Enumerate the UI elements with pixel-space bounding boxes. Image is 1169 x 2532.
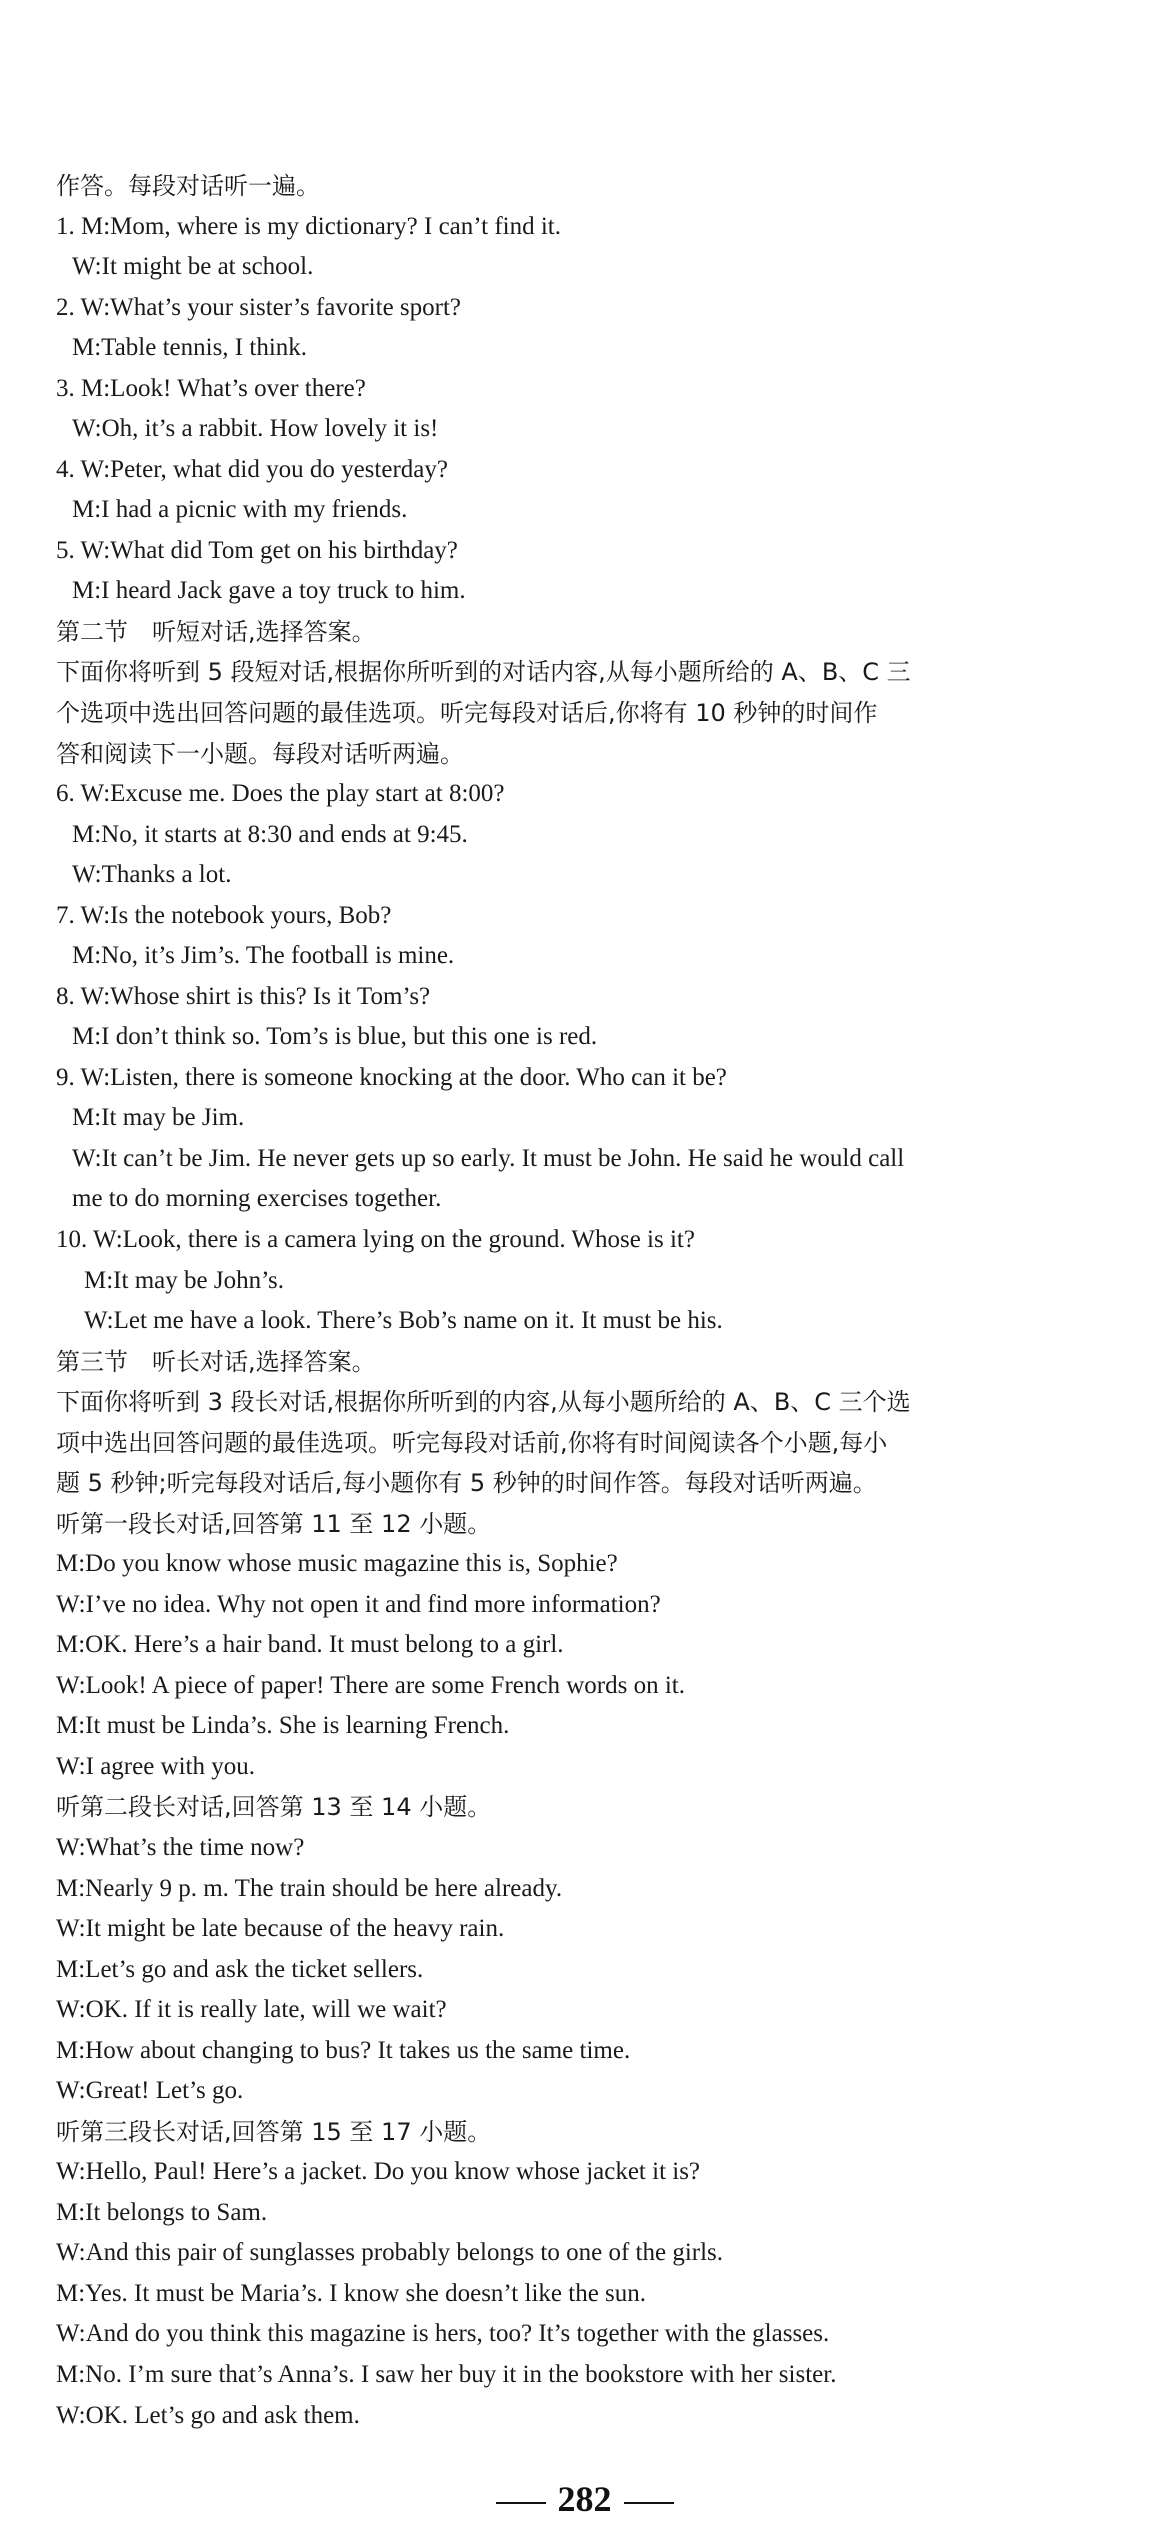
dialogue-line: W:What’s the time now? [56, 1834, 305, 1861]
dash-right [624, 2502, 674, 2504]
dialogue-line: M:No. I’m sure that’s Anna’s. I saw her buy it in the bookstore with her sister. [56, 2360, 837, 2388]
dialogue-line: W:It might be at school. [72, 253, 314, 281]
dialogue-line: 9. W:Listen, there is someone knocking at the door. Who can it be? [56, 1063, 727, 1091]
dialogue-line: W:Thanks a lot. [72, 861, 232, 889]
dialogue-line: W:Let me have a look. There’s Bob’s name on it. It must be his. [84, 1307, 723, 1334]
page-number [0, 2478, 1169, 2520]
dialogue-line: W:Oh, it’s a rabbit. How lovely it is! [72, 415, 439, 443]
dialogue-line: 5. W:What did Tom get on his birthday? [56, 536, 458, 564]
dialogue-line: M:Nearly 9 p. m. The train should be here already. [56, 1874, 563, 1902]
dash-left [496, 2502, 546, 2504]
dialogue-line: W:OK. Let’s go and ask them. [56, 2401, 360, 2429]
dialogue-line: 8. W:Whose shirt is this? Is it Tom’s? [56, 982, 431, 1010]
dialogue-line: me to do morning exercises together. [72, 1185, 442, 1213]
sub-heading: 听第二段长对话,回答第 13 至 14 小题。 [56, 1793, 492, 1822]
dialogue-line: M:Do you know whose music magazine this is, Sophie? [56, 1550, 618, 1578]
instruction-line: 项中选出回答问题的最佳选项。听完每段对话前,你将有时间阅读各个小题,每小 [56, 1428, 888, 1457]
instruction-line: 个选项中选出回答问题的最佳选项。听完每段对话后,你将有 10 秒钟的时间作 [56, 699, 878, 727]
dialogue-line: M:No, it’s Jim’s. The football is mine. [72, 942, 455, 970]
dialogue-line: 1. M:Mom, where is my dictionary? I can’t find it. [56, 212, 561, 240]
instruction-line: 题 5 秒钟;听完每段对话后,每小题你有 5 秒钟的时间作答。每段对话听两遍。 [56, 1469, 877, 1498]
dialogue-line: M:It must be Linda’s. She is learning French. [56, 1712, 510, 1740]
dialogue-line: 4. W:Peter, what did you do yesterday? [56, 455, 448, 483]
dialogue-line: M:I had a picnic with my friends. [72, 496, 408, 524]
dialogue-line: M:No, it starts at 8:30 and ends at 9:45. [72, 820, 468, 848]
dialogue-line: W:It can’t be Jim. He never gets up so early. It must be John. He said he would call [72, 1144, 905, 1172]
text-line: 作答。每段对话听一遍。 [56, 172, 320, 200]
dialogue-line: M:It may be John’s. [84, 1266, 284, 1294]
dialogue-line: W:And do you think this magazine is hers, too? It’s together with the glasses. [56, 2320, 830, 2348]
dialogue-line: 10. W:Look, there is a camera lying on the ground. Whose is it? [56, 1225, 695, 1253]
dialogue-line: W:It might be late because of the heavy rain. [56, 1915, 505, 1942]
dialogue-line: W:Great! Let’s go. [56, 2077, 244, 2105]
dialogue-line: M:Yes. It must be Maria’s. I know she doesn’t like the sun. [56, 2279, 647, 2307]
page-number-value: 282 [557, 2479, 612, 2519]
dialogue-line: W:Hello, Paul! Here’s a jacket. Do you know whose jacket it is? [56, 2158, 701, 2186]
dialogue-line: M:Let’s go and ask the ticket sellers. [56, 1955, 424, 1983]
sub-heading: 听第三段长对话,回答第 15 至 17 小题。 [56, 2117, 492, 2146]
dialogue-line: 6. W:Excuse me. Does the play start at 8:00? [56, 780, 505, 807]
dialogue-line: M:I heard Jack gave a toy truck to him. [72, 577, 466, 605]
dialogue-line: 7. W:Is the notebook yours, Bob? [56, 901, 392, 929]
dialogue-line: W:And this pair of sunglasses probably belongs to one of the girls. [56, 2239, 724, 2267]
dialogue-line: W:I’ve no idea. Why not open it and find more information? [56, 1590, 661, 1618]
instruction-line: 下面你将听到 3 段长对话,根据你所听到的内容,从每小题所给的 A、B、C 三个选 [56, 1388, 911, 1417]
section-heading: 第二节 听短对话,选择答案。 [56, 617, 376, 646]
instruction-line: 下面你将听到 5 段短对话,根据你所听到的对话内容,从每小题所给的 A、B、C 三 [56, 658, 911, 687]
dialogue-line: M:OK. Here’s a hair band. It must belong to a girl. [56, 1631, 564, 1659]
dialogue-line: M:I don’t think so. Tom’s is blue, but this one is red. [72, 1023, 598, 1051]
section-heading: 第三节 听长对话,选择答案。 [56, 1347, 376, 1376]
dialogue-line: W:OK. If it is really late, will we wait? [56, 1996, 447, 2024]
instruction-line: 答和阅读下一小题。每段对话听两遍。 [56, 739, 464, 768]
dialogue-line: M:How about changing to bus? It takes us the same time. [56, 2036, 631, 2064]
dialogue-line: M:It belongs to Sam. [56, 2198, 268, 2226]
sub-heading: 听第一段长对话,回答第 11 至 12 小题。 [56, 1509, 492, 1538]
dialogue-line: 2. W:What’s your sister’s favorite sport? [56, 293, 462, 321]
dialogue-line: 3. M:Look! What’s over there? [56, 374, 366, 402]
dialogue-line: M:It may be Jim. [72, 1104, 245, 1132]
dialogue-line: W:I agree with you. [56, 1752, 255, 1780]
dialogue-line: W:Look! A piece of paper! There are some French words on it. [56, 1671, 685, 1699]
dialogue-line: M:Table tennis, I think. [72, 334, 308, 362]
